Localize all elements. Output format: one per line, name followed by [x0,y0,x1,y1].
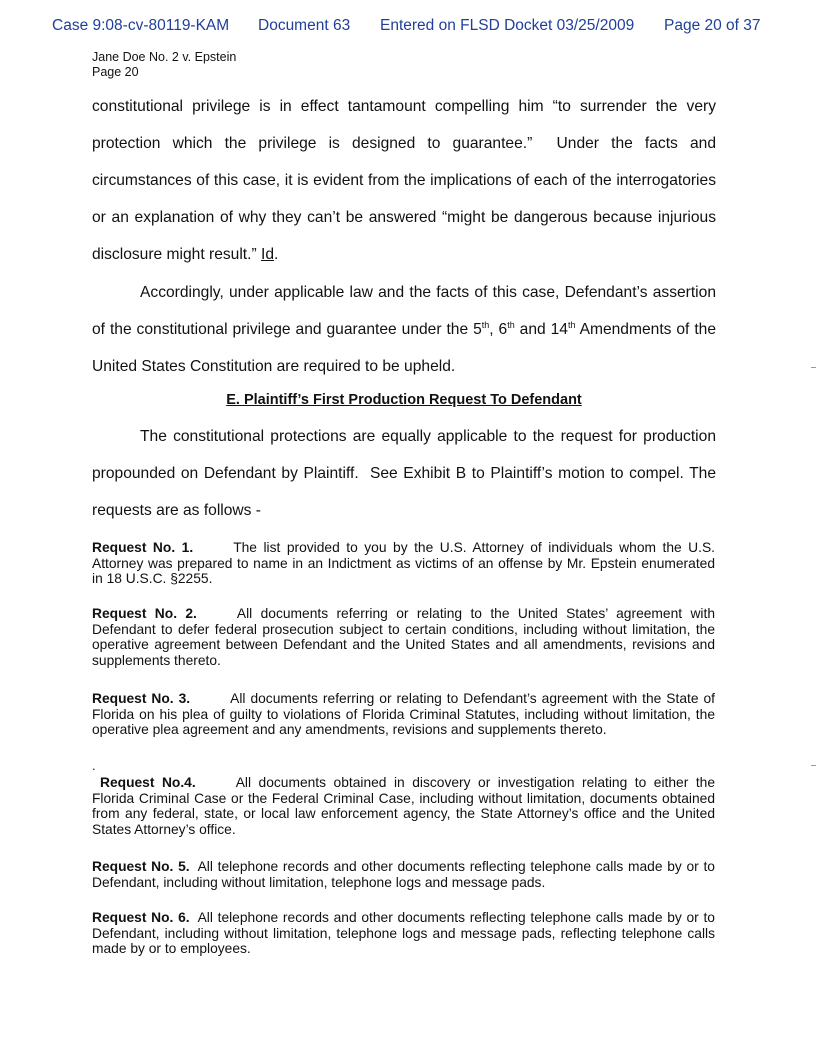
paragraph-text: The constitutional protections are equally applicable to the request for production propounded on Defendant by Plaintiff. See Exhibit B to Plaintiff’s motion to compel. The requests are as follows - [92,428,716,519]
section-heading: E. Plaintiff’s First Production Request To Defendant [226,392,582,408]
document-number: Document 63 [258,17,351,34]
paragraph-text: Accordingly, under applicable law and the facts of this case, Defendant’s assertion of the constitutional privilege and guarantee under the 5 [92,284,716,338]
paragraph-end: . [274,246,279,263]
request-label: Request No. 5. [92,859,190,874]
request-label: Request No. 1. [92,540,194,555]
request-text: All documents referring or relating to Defendant’s agreement with the State of Florida on his plea of guilty to violations of Florida Criminal Statutes, including without limitation, the operative plea agreement and any amendments, revisions and supplements thereto. [92,691,715,737]
request-item [92,859,715,890]
request-label: Request No. 3. [92,691,191,706]
ordinal-suffix: th [481,319,490,330]
request-label: Request No.4. [100,775,196,790]
margin-tick [811,765,816,766]
request-item [92,540,715,587]
request-item [92,775,715,837]
margin-tick [811,367,816,368]
docket-entry: Entered on FLSD Docket 03/25/2009 [380,17,635,34]
case-number: Case 9:08-cv-80119-KAM [52,17,230,34]
paragraph-text: Amendments of the United States Constitution are required to be upheld. [92,321,717,375]
case-caption [92,50,236,80]
request-text: All documents referring or relating to the United States’ agreement with Defendant to defer federal prosecution subject to certain conditions, including without limitation, the operative agreement between Defendant and the United States and all amendments, revisions and supplements thereto. [92,606,715,668]
request-item [92,910,715,957]
ecf-filing-header [52,17,772,39]
paragraph-text: , 6 [489,321,508,338]
request-item [92,606,715,668]
request-label: Request No. 6. [92,910,190,925]
ordinal-suffix: th [507,319,515,330]
paragraph-text: and 14 [514,321,568,338]
paragraph-text: constitutional privilege is in effect tantamount compelling him “to surrender the very protection which the privilege is designed to guarantee.” Under the facts and circumstances of this case, it is evident from the implications of each of the interrogatories or an explanation of why they can’t be answered “might be dangerous because injurious disclosure might result.” [92,98,716,263]
request-text: All telephone records and other documents reflecting telephone calls made by or to Defendant, including without limitation, telephone logs and message pads. [92,859,715,890]
paragraph-production [92,418,716,529]
paragraph-privilege [92,88,716,273]
request-text: All documents obtained in discovery or investigation relating to either the Florida Criminal Case or the Federal Criminal Case, including without limitation, documents obtained from any federal, state, or local law enforcement agency, the State Attorney’s office and the United States Attorney’s office. [92,775,715,837]
request-text: All telephone records and other documents reflecting telephone calls made by or to Defendant, including without limitation, telephone logs and message pads, reflecting telephone calls made by or to employees. [92,910,715,956]
citation-id: Id [261,246,275,263]
ordinal-suffix: th [567,319,576,330]
request-text: The list provided to you by the U.S. Attorney of individuals whom the U.S. Attorney was prepared to name in an Indictment as victims of an offense by Mr. Epstein enumerated in 18 U.S.C. §2255. [92,540,716,586]
caption-title: Jane Doe No. 2 v. Epstein [92,50,237,64]
request-item [92,691,715,738]
stray-mark: . [92,758,96,773]
paragraph-accordingly [92,274,716,385]
caption-page: Page 20 [92,65,139,79]
page-count: Page 20 of 37 [664,17,761,34]
request-label: Request No. 2. [92,606,197,621]
